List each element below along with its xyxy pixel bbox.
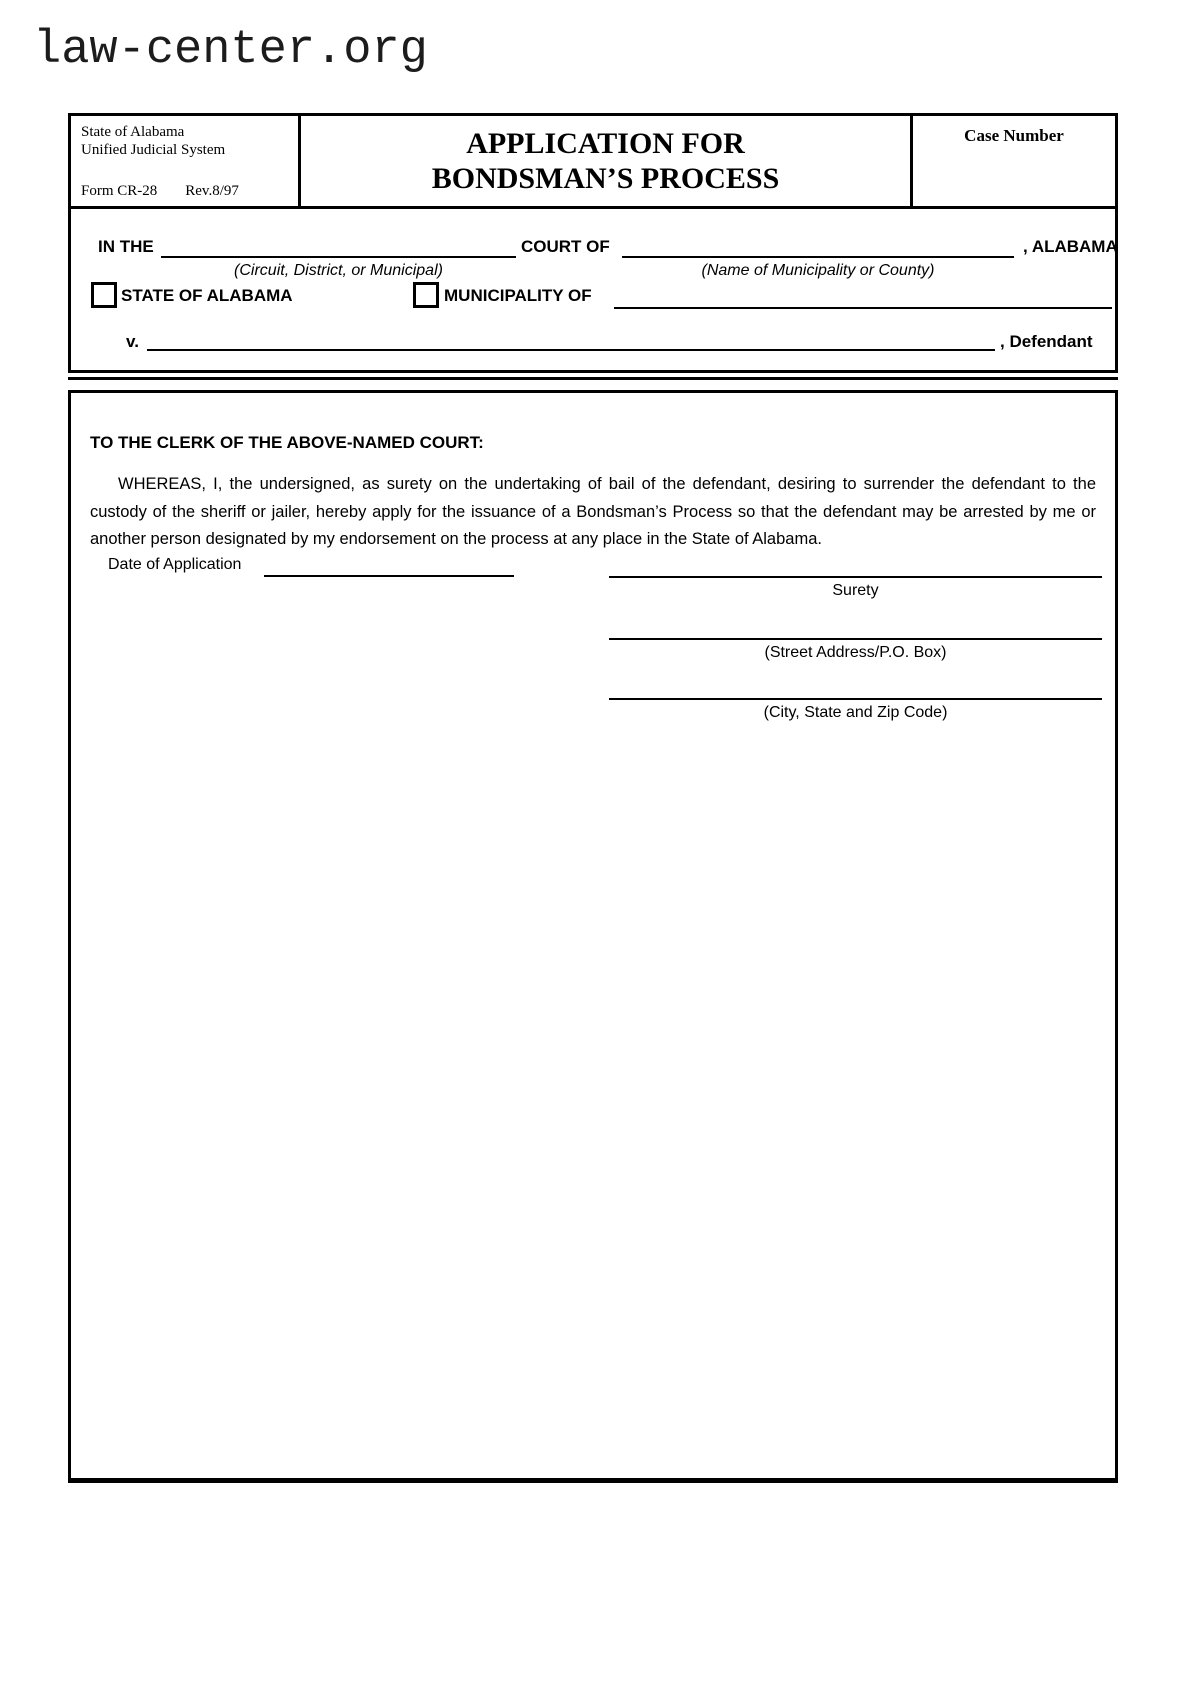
municipality-name-blank[interactable] bbox=[614, 307, 1112, 309]
municipality-label: MUNICIPALITY OF bbox=[444, 286, 592, 305]
case-number-label: Case Number bbox=[964, 126, 1064, 145]
in-the-label: IN THE bbox=[98, 237, 154, 256]
surety-label: Surety bbox=[832, 582, 879, 599]
case-number-cell bbox=[910, 116, 1115, 206]
form-header-row bbox=[71, 116, 1115, 209]
street-address-label: (Street Address/P.O. Box) bbox=[764, 644, 947, 661]
form-title bbox=[301, 116, 910, 206]
date-of-application-blank[interactable] bbox=[264, 575, 514, 577]
caption-box bbox=[68, 113, 1118, 373]
form-number-row bbox=[81, 182, 239, 200]
circuit-hint: (Circuit, District, or Municipal) bbox=[234, 262, 443, 279]
defendant-name-blank[interactable] bbox=[147, 349, 995, 351]
alabama-suffix: , ALABAMA bbox=[1023, 237, 1118, 256]
application-body-box bbox=[68, 390, 1118, 1483]
form-number: Form CR-28 bbox=[81, 183, 158, 199]
agency-line1: State of Alabama bbox=[81, 124, 185, 140]
versus-label: v. bbox=[126, 332, 139, 351]
state-of-alabama-label: STATE OF ALABAMA bbox=[121, 286, 293, 305]
municipality-hint: (Name of Municipality or County) bbox=[701, 262, 935, 279]
agency-line2: Unified Judicial System bbox=[81, 142, 226, 158]
municipality-checkbox[interactable] bbox=[413, 282, 439, 308]
city-state-zip-blank[interactable] bbox=[609, 698, 1102, 700]
court-name-blank[interactable] bbox=[622, 256, 1014, 258]
court-of-label: COURT OF bbox=[521, 237, 610, 256]
form-title-line1: APPLICATION FOR bbox=[466, 127, 745, 160]
agency-cell bbox=[71, 116, 301, 206]
city-state-zip-label: (City, State and Zip Code) bbox=[763, 704, 948, 721]
surety-signature-blank[interactable] bbox=[609, 576, 1102, 578]
caption-separator-rule bbox=[68, 377, 1118, 380]
whereas-paragraph: WHEREAS, I, the undersigned, as surety on the undertaking of bail of the defendant, desiring to surrender the defendant to the custody of the sheriff or jailer, hereby apply for the issuance of a Bondsman’s Process so that the defendant may be arrested by me or another person designated by my endorsement on the process at any place in the State of Alabama. bbox=[90, 475, 1096, 548]
street-address-blank[interactable] bbox=[609, 638, 1102, 640]
site-title: law-center.org bbox=[33, 24, 428, 77]
defendant-suffix: , Defendant bbox=[1000, 332, 1093, 351]
state-of-alabama-checkbox[interactable] bbox=[91, 282, 117, 308]
clerk-heading: TO THE CLERK OF THE ABOVE-NAMED COURT: bbox=[90, 433, 484, 452]
form-title-line2: BONDSMAN’S PROCESS bbox=[431, 162, 780, 195]
court-type-blank[interactable] bbox=[161, 256, 516, 258]
date-of-application-label: Date of Application bbox=[108, 556, 242, 573]
form-revision: Rev.8/97 bbox=[185, 183, 239, 199]
